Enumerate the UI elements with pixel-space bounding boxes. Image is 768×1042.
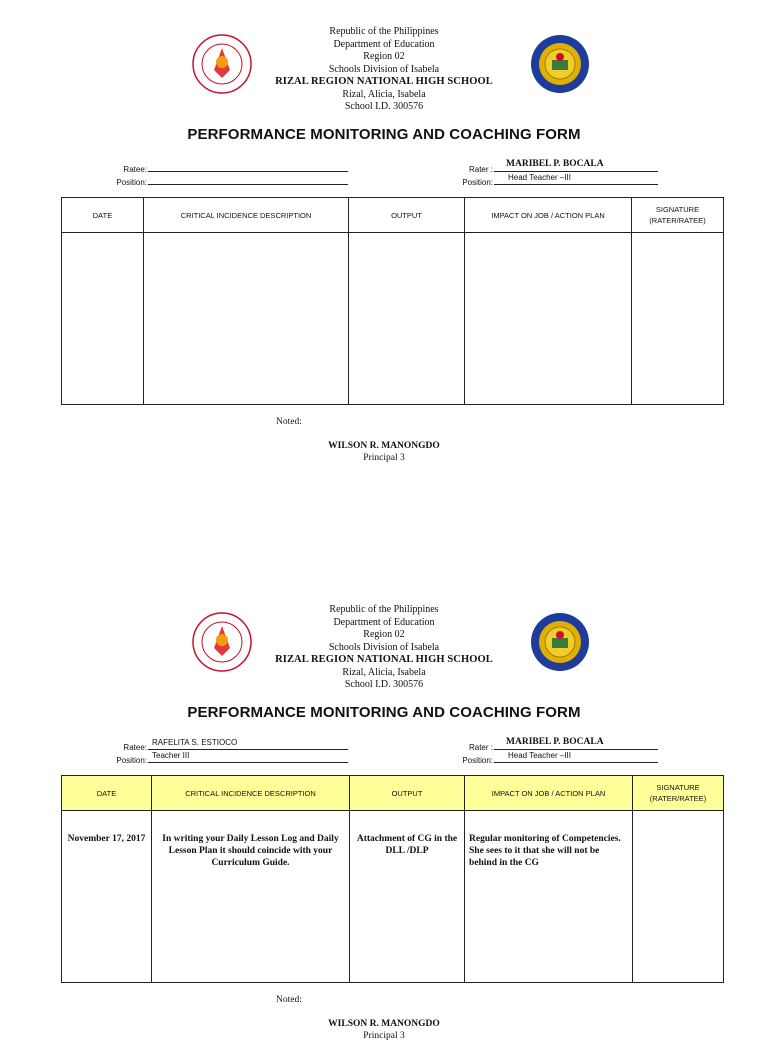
cell-signature[interactable]	[633, 811, 724, 983]
header-line: Republic of the Philippines	[329, 604, 439, 615]
header-line: Region 02	[363, 629, 405, 640]
header-line: Schools Division of Isabela	[328, 63, 440, 75]
ratee-position-label: Position:	[116, 178, 147, 187]
noted-label: Noted:	[276, 417, 302, 427]
ratee-label: Ratee:	[123, 743, 147, 752]
school-name: RIZAL REGION NATIONAL HIGH SCHOOL	[275, 76, 493, 87]
form-title: PERFORMANCE MONITORING AND COACHING FORM	[187, 126, 581, 143]
signatory-name: WILSON R. MANONGDO	[328, 1019, 440, 1029]
table-row	[62, 811, 724, 983]
header-line: Schools Division of Isabela	[328, 641, 440, 653]
ratee-info	[110, 160, 348, 186]
rater-position-field[interactable]	[494, 751, 658, 763]
column-header-description: CRITICAL INCIDENCE DESCRIPTION	[152, 776, 350, 811]
cell-signature[interactable]	[632, 233, 724, 405]
ratee-value: RAFELITA S. ESTIOCO	[152, 738, 238, 747]
signatory-title: Principal 3	[363, 453, 405, 463]
ratee-position-field[interactable]	[148, 173, 348, 185]
column-header-signature: SIGNATURE (RATER/RATEE)	[632, 198, 724, 233]
school-address: Rizal, Alicia, Isabela	[342, 666, 426, 678]
rater-info	[455, 160, 658, 186]
school-header	[0, 604, 768, 692]
form-title: PERFORMANCE MONITORING AND COACHING FORM	[187, 704, 581, 721]
header-line: Region 02	[363, 51, 405, 62]
cell-date[interactable]	[62, 233, 144, 405]
signatory-block	[0, 440, 768, 464]
ratee-position-label: Position:	[116, 756, 147, 765]
cell-impact[interactable]	[465, 233, 632, 405]
ratee-info	[110, 738, 348, 764]
school-id: School I.D. 300576	[344, 679, 424, 690]
table-row	[62, 233, 724, 405]
school-id: School I.D. 300576	[344, 101, 424, 112]
column-header-output: OUTPUT	[350, 776, 465, 811]
table-header-row	[62, 776, 724, 811]
cell-output[interactable]	[349, 233, 465, 405]
header-line: Republic of the Philippines	[329, 26, 439, 37]
cell-description[interactable]	[144, 233, 349, 405]
cell-output[interactable]: Attachment of CG in the DLL /DLP	[350, 811, 465, 983]
signatory-block	[0, 1018, 768, 1042]
column-header-output: OUTPUT	[349, 198, 465, 233]
school-name: RIZAL REGION NATIONAL HIGH SCHOOL	[275, 654, 493, 665]
rater-value: MARIBEL P. BOCALA	[506, 159, 604, 169]
rater-position-value: Head Teacher –III	[508, 173, 572, 182]
coaching-table	[61, 775, 724, 983]
signatory-name: WILSON R. MANONGDO	[328, 441, 440, 451]
rater-position-label: Position:	[462, 178, 493, 187]
rater-position-value: Head Teacher –III	[508, 751, 572, 760]
table-header-row	[62, 198, 724, 233]
rater-position-label: Position:	[462, 756, 493, 765]
school-header	[0, 26, 768, 114]
column-header-signature: SIGNATURE (RATER/RATEE)	[633, 776, 724, 811]
ratee-position-value: Teacher III	[152, 751, 190, 760]
rater-info	[455, 738, 658, 764]
signatory-title: Principal 3	[363, 1031, 405, 1041]
column-header-description: CRITICAL INCIDENCE DESCRIPTION	[144, 198, 349, 233]
coaching-table	[61, 197, 724, 405]
column-header-date: DATE	[62, 198, 144, 233]
column-header-impact: IMPACT ON JOB / ACTION PLAN	[465, 776, 633, 811]
header-line: Department of Education	[333, 616, 435, 628]
ratee-field[interactable]	[148, 160, 348, 172]
rater-label: Rater :	[468, 743, 493, 752]
ratee-position-field[interactable]	[148, 751, 348, 763]
noted-label: Noted:	[276, 995, 302, 1005]
header-line: Department of Education	[333, 38, 435, 50]
rater-value: MARIBEL P. BOCALA	[506, 737, 604, 747]
cell-impact[interactable]: Regular monitoring of Competencies. She sees to it that she will not be behind in the CG	[465, 811, 633, 983]
column-header-impact: IMPACT ON JOB / ACTION PLAN	[465, 198, 632, 233]
school-address: Rizal, Alicia, Isabela	[342, 88, 426, 100]
rater-position-field[interactable]	[494, 173, 658, 185]
ratee-label: Ratee:	[123, 165, 147, 174]
column-header-date: DATE	[62, 776, 152, 811]
cell-date[interactable]: November 17, 2017	[62, 811, 152, 983]
cell-description[interactable]: In writing your Daily Lesson Log and Daily Lesson Plan it should coincide with your Curriculum Guide.	[152, 811, 350, 983]
rater-label: Rater :	[468, 165, 493, 174]
